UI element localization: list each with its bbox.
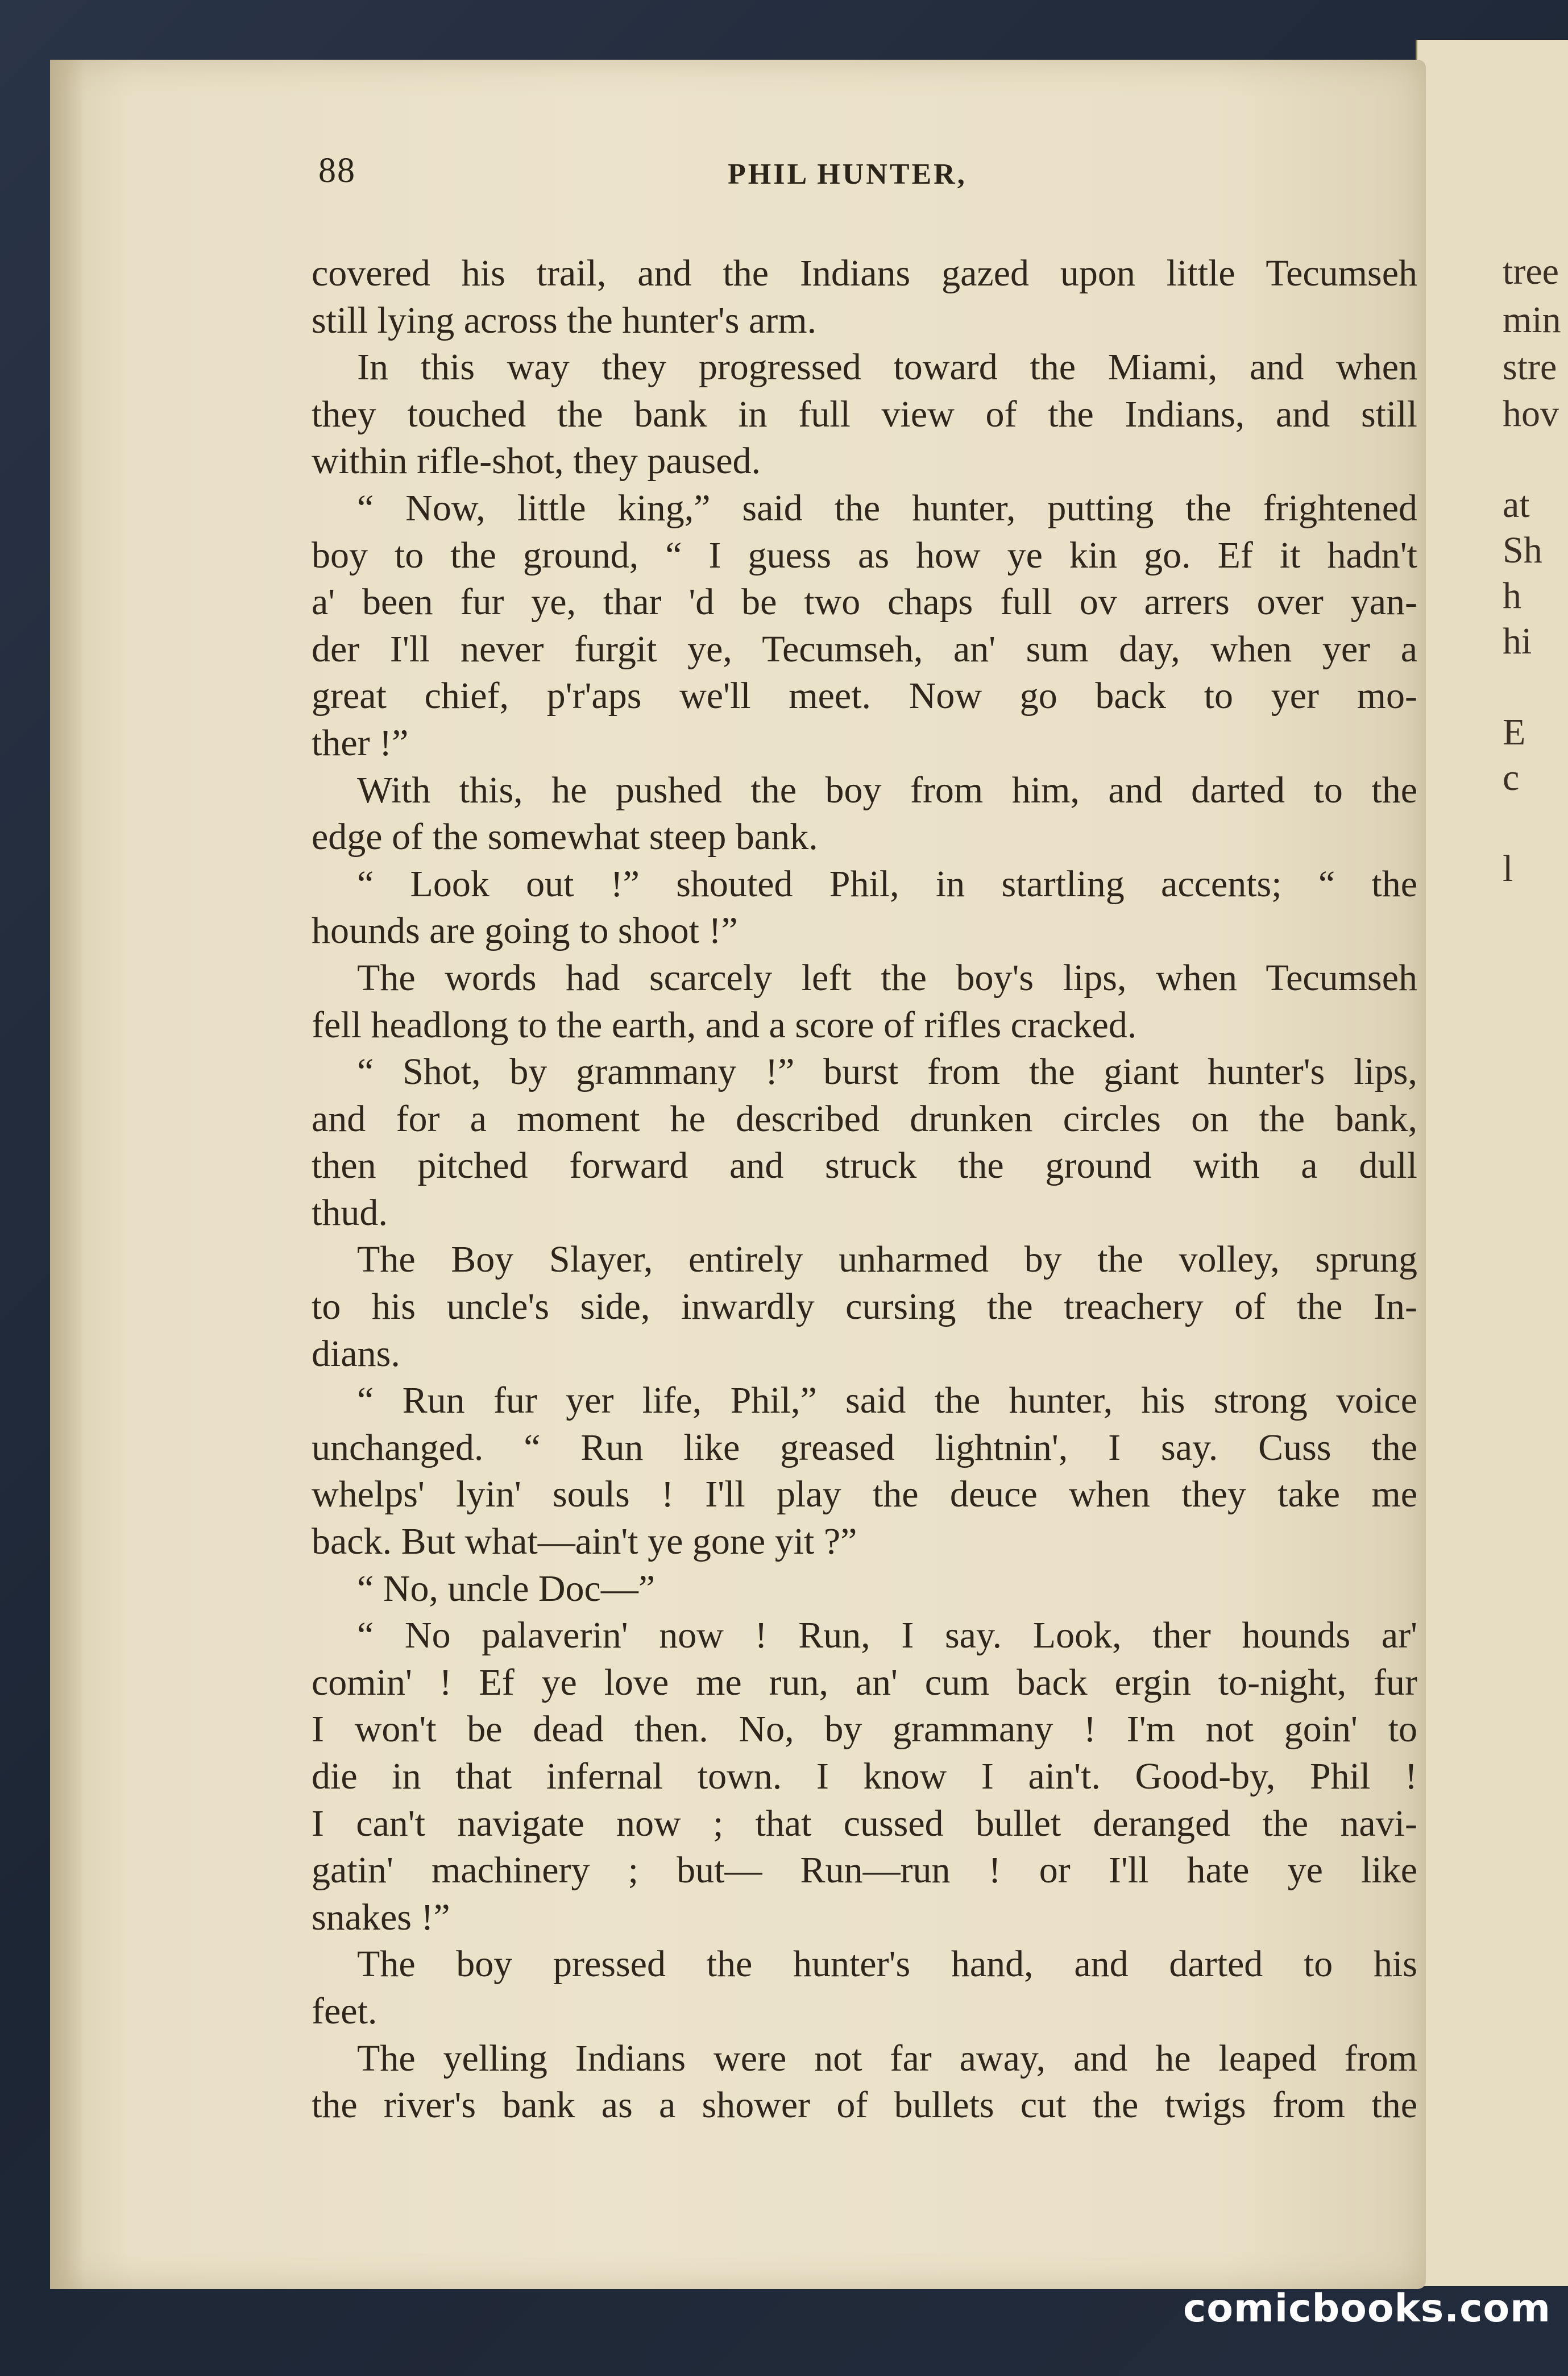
text-line: unchanged. “ Run like greased lightnin', I say. Cuss the [312,1426,1417,1468]
text-line: With this, he pushed the boy from him, and darted to the [357,769,1417,811]
next-page-fragment: h [1503,575,1521,616]
text-line: comin' ! Ef ye love me run, an' cum back ergin to-night, fur [312,1661,1417,1703]
next-page-fragment: E [1503,711,1526,753]
text-line: In this way they progressed toward the Miami, and when [357,346,1417,388]
site-watermark: comicbooks.com [1183,2286,1551,2331]
next-page-fragment: Sh [1503,529,1542,571]
text-line: they touched the bank in full view of the Indians, and still [312,393,1417,435]
text-line: great chief, p'r'aps we'll meet. Now go back to yer mo- [312,675,1417,717]
next-page-fragment: at [1503,484,1530,525]
text-line: gatin' machinery ; but— Run—run ! or I'll hate ye like [312,1849,1417,1891]
text-line: a' been fur ye, thar 'd be two chaps full ov arrers over yan- [312,581,1417,623]
next-page-fragment: c [1503,757,1520,798]
running-head [318,151,1413,208]
text-line: still lying across the hunter's arm. [312,299,817,341]
page-number: 88 [318,151,356,190]
text-line: back. But what—ain't ye gone yit ?” [312,1521,857,1563]
text-line: edge of the somewhat steep bank. [312,816,818,858]
text-line: “ No palaverin' now ! Run, I say. Look, ther hounds ar' [357,1615,1417,1657]
text-line: then pitched forward and struck the ground with a dull [312,1145,1417,1187]
page-gutter-shadow [50,60,84,2289]
next-page-edge [1416,40,1568,2286]
running-title: PHIL HUNTER, [728,158,967,191]
text-line: “ Run fur yer life, Phil,” said the hunter, his strong voice [357,1380,1417,1422]
text-line: within rifle-shot, they paused. [312,440,761,482]
text-line: I won't be dead then. No, by grammany ! I'm not goin' to [312,1708,1417,1750]
text-line: “ Shot, by grammany !” burst from the giant hunter's lips, [357,1051,1417,1093]
text-line: boy to the ground, “ I guess as how ye kin go. Ef it hadn't [312,534,1417,576]
text-line: whelps' lyin' souls ! I'll play the deuce when they take me [312,1473,1417,1516]
text-line: covered his trail, and the Indians gazed upon little Tecumseh [312,252,1417,294]
text-line: snakes !” [312,1896,450,1938]
text-line: ther !” [312,722,409,764]
next-page-fragment: stre [1503,346,1557,388]
next-page-fragment: l [1503,848,1513,889]
text-line: The words had scarcely left the boy's lips, when Tecumseh [357,957,1417,999]
text-line: fell headlong to the earth, and a score of rifles cracked. [312,1004,1137,1046]
text-line: “ No, uncle Doc—” [357,1567,656,1609]
next-page-fragment: hi [1503,620,1532,662]
next-page-fragment: tree [1503,251,1559,292]
text-line: “ Look out !” shouted Phil, in startling accents; “ the [357,863,1417,905]
text-line: the river's bank as a shower of bullets cut the twigs from the [312,2084,1417,2126]
text-line: die in that infernal town. I know I ain't. Good-by, Phil ! [312,1756,1417,1797]
text-line: to his uncle's side, inwardly cursing the treachery of the In- [312,1286,1417,1328]
text-line: The Boy Slayer, entirely unharmed by the volley, sprung [357,1239,1417,1281]
text-line: dians. [312,1332,400,1375]
text-line: I can't navigate now ; that cussed bullet deranged the navi- [312,1802,1417,1844]
text-line: feet. [312,1990,378,2032]
next-page-fragment: hov [1503,393,1559,434]
text-line: The yelling Indians were not far away, and he leaped from [357,2037,1417,2079]
text-line: thud. [312,1191,388,1233]
text-line: The boy pressed the hunter's hand, and darted to his [357,1943,1417,1985]
text-line: and for a moment he described drunken circles on the bank, [312,1098,1417,1140]
text-line: hounds are going to shoot !” [312,910,738,952]
text-line: der I'll never furgit ye, Tecumseh, an' sum day, when yer a [312,628,1417,670]
next-page-fragment: min [1503,299,1561,341]
body-text [312,250,1417,2129]
text-line: “ Now, little king,” said the hunter, putting the frightened [357,487,1417,529]
